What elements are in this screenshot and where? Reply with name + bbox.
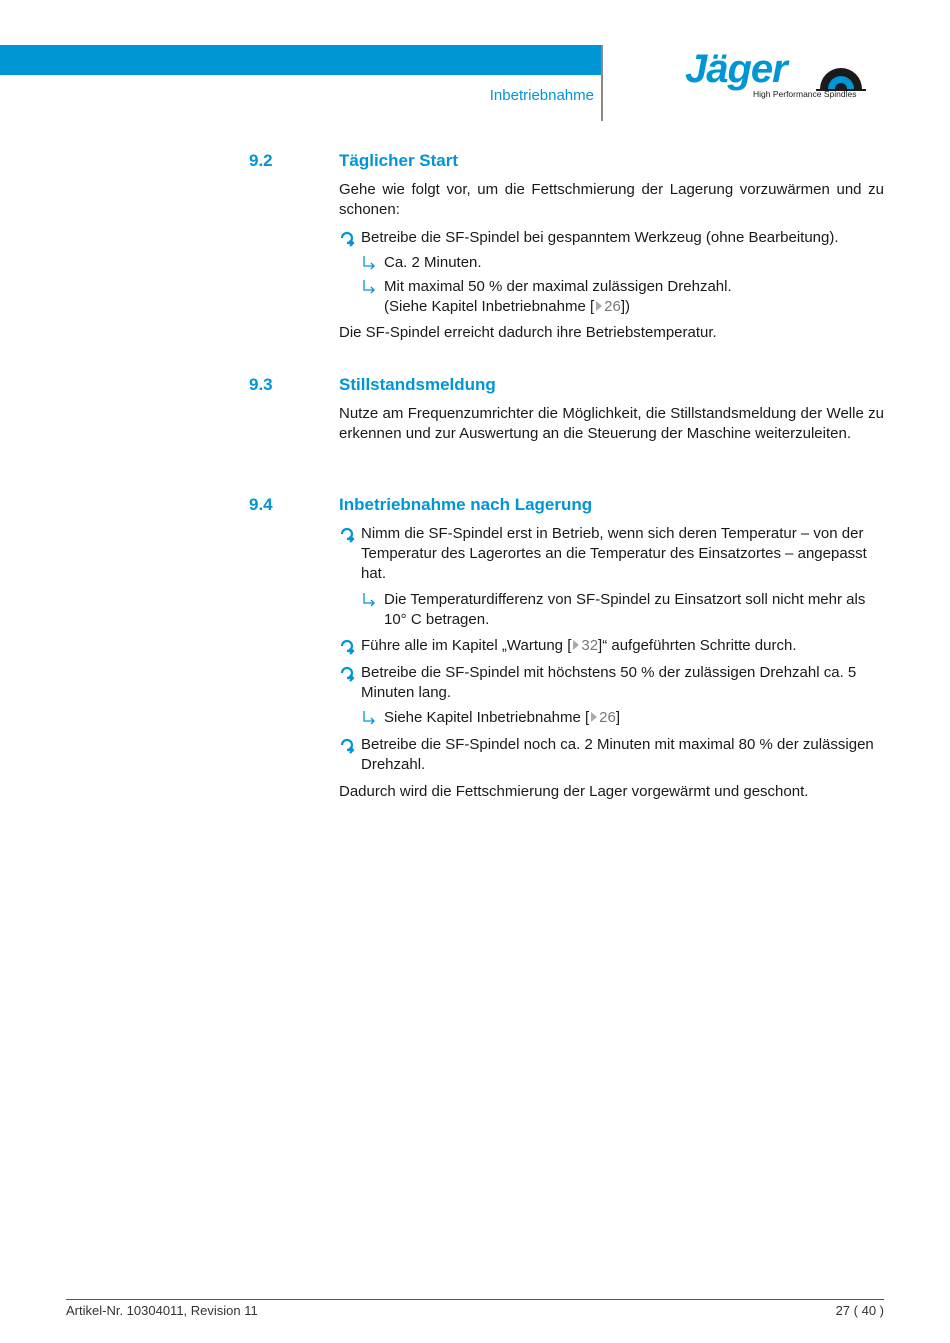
result-arrow-icon: [361, 254, 377, 272]
section-title: Inbetriebnahme nach Lagerung: [339, 495, 593, 514]
header-bar: [0, 45, 602, 75]
logo-tagline: High Performance Spindles: [753, 89, 857, 99]
step-arrow-icon: [339, 636, 355, 656]
page-reference-link[interactable]: 26: [599, 709, 616, 726]
logo-wordmark: Jäger: [685, 47, 787, 91]
step-arrow-icon: [339, 735, 355, 755]
section-number: 9.3: [249, 375, 273, 394]
step-arrow-icon: [339, 524, 355, 544]
xref-triangle-icon: [591, 712, 597, 722]
footer-divider: [66, 1299, 884, 1300]
header-divider: [601, 45, 603, 121]
section-number: 9.4: [249, 495, 273, 514]
result-arrow-icon: [361, 591, 377, 609]
step-arrow-icon: [339, 228, 355, 248]
footer-page-number: 27 ( 40 ): [835, 1303, 884, 1318]
header-section-title: Inbetriebnahme: [489, 87, 594, 104]
section-title: Stillstandsmeldung: [339, 375, 496, 394]
page-reference-link[interactable]: 32: [581, 637, 599, 654]
section-title: Täglicher Start: [339, 151, 459, 170]
section-text: Nutze am Frequenzumrichter die Möglichkeit, die Stillstandsmeldung der Welle zu erkennen und zur Auswertung an die Steuerung der Maschine weiterzuleiten.: [339, 405, 884, 442]
section-number: 9.2: [249, 151, 273, 170]
step-arrow-icon: [339, 663, 355, 683]
section-intro: Gehe wie folgt vor, um die Fettschmierung der Lagerung vorzuwärmen und zu schonen:: [339, 181, 884, 218]
section-outro: Die SF-Spindel erreicht dadurch ihre Betriebstemperatur.: [339, 324, 717, 341]
section-outro: Dadurch wird die Fettschmierung der Lager vorgewärmt und geschont.: [339, 783, 809, 800]
footer-article-number: Artikel-Nr. 10304011, Revision 11: [66, 1303, 258, 1318]
result-arrow-icon: [361, 278, 377, 296]
page-reference-link[interactable]: 26: [604, 298, 621, 315]
xref-triangle-icon: [573, 640, 579, 650]
spindle-logo-icon: [816, 63, 866, 91]
result-arrow-icon: [361, 709, 377, 727]
jaeger-logo: [685, 47, 870, 105]
xref-triangle-icon: [596, 301, 602, 311]
